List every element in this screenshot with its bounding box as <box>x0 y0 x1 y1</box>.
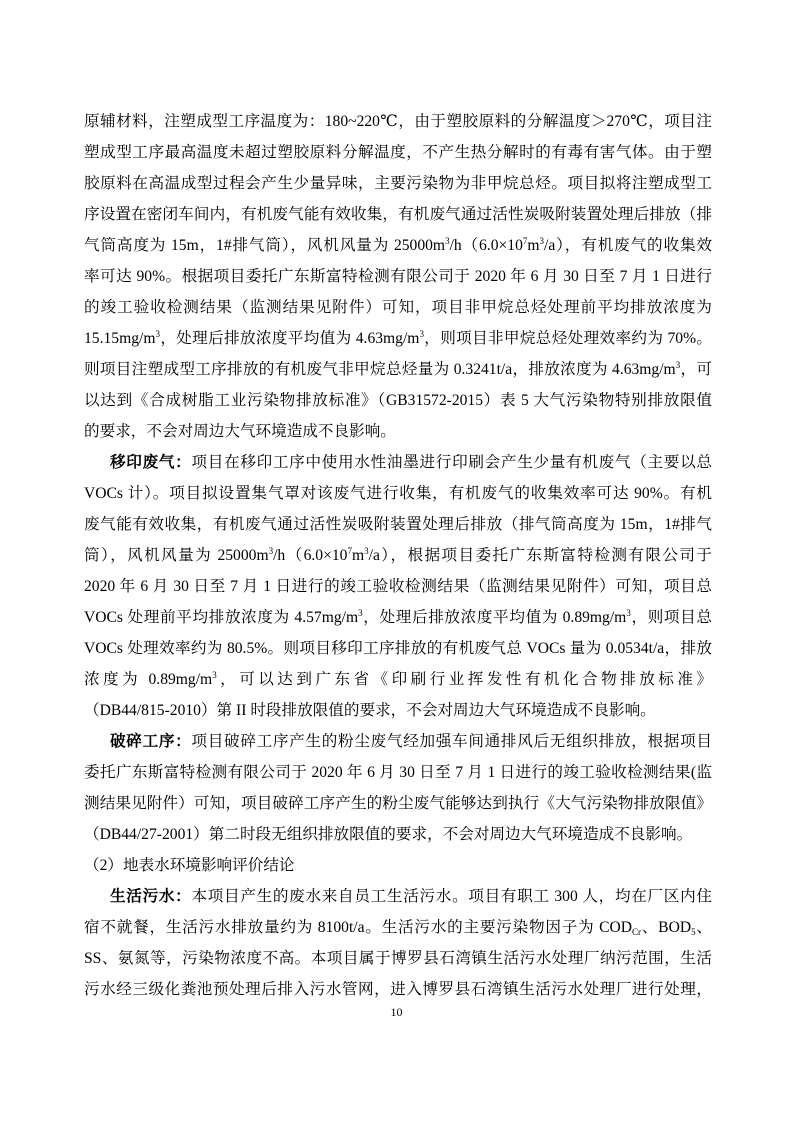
text-segment: 胶原料在高温成型过程会产生少量异味，主要污染物为非甲烷总烃。项目拟将注塑成型工 <box>84 175 712 192</box>
text-line <box>84 323 712 354</box>
text-segment: 的竣工验收检测结果（监测结果见附件）可知，项目非甲烷总烃处理前平均排放浓度为 <box>84 299 712 316</box>
text-line <box>84 509 712 540</box>
text-line <box>84 788 712 819</box>
text-segment: 测结果见附件）可知，项目破碎工序产生的粉尘废气能够达到执行《大气污染物排放限值》 <box>84 795 712 812</box>
text-line <box>84 602 712 633</box>
text-segment: 3 <box>445 236 450 246</box>
text-segment: VOCs 计）。项目拟设置集气罩对该废气进行收集，有机废气的收集效率可达 90%。有机 <box>84 485 712 502</box>
text-segment: 7 <box>522 236 528 246</box>
text-line <box>84 199 712 230</box>
text-segment: 则项目注塑成型工序排放的有机废气非甲烷总烃量为 0.3241t/a，排放浓度为 4.63mg/m <box>84 361 676 378</box>
text-line <box>84 354 712 385</box>
text-line <box>84 695 712 726</box>
text-line <box>84 292 712 323</box>
text-segment: 委托广东斯富特检测有限公司于 2020 年 6 月 30 日至 7 月 1 日进行的竣工验收检测结果(监 <box>84 764 712 781</box>
text-segment: 5 <box>691 927 696 937</box>
text-segment: ，则项目非甲烷总烃处理效率约为 70%。 <box>423 330 713 347</box>
text-segment: 3 <box>358 608 363 618</box>
text-line <box>84 912 712 943</box>
text-line <box>84 168 712 199</box>
text-line <box>84 261 712 292</box>
paragraph-lead-heading: 移印废气： <box>110 454 192 471</box>
text-line <box>84 416 712 447</box>
text-segment: 7 <box>347 546 352 556</box>
text-segment: m <box>351 547 365 564</box>
text-segment: 项目破碎工序产生的粉尘废气经加强车间通排风后无组织排放，根据项目 <box>191 733 712 750</box>
text-line <box>84 447 712 478</box>
text-segment: 2020 年 6 月 30 日至 7 月 1 日进行的竣工验收检测结果（监测结果见附件）可知，项目总 <box>84 578 712 595</box>
paragraph-lead-heading: 破碎工序： <box>110 733 192 750</box>
text-line <box>84 571 712 602</box>
text-line <box>84 106 712 137</box>
text-line <box>84 664 712 695</box>
text-segment: 3 <box>675 360 681 370</box>
text-segment: SS、氨氮等，污染物浓度不高。本项目属于博罗县石湾镇生活污水处理厂纳污范围，生活 <box>84 950 712 967</box>
text-segment: 浓度为 0.89mg/m <box>84 671 213 688</box>
text-segment: Cr <box>632 927 642 937</box>
text-segment: 筒），风机风量为 25000m <box>84 547 269 564</box>
text-line <box>84 757 712 788</box>
text-line <box>84 726 712 757</box>
text-segment: m <box>527 237 540 254</box>
text-segment: 3 <box>626 608 631 618</box>
text-segment: 3 <box>212 670 217 680</box>
text-segment: /h（6.0×10 <box>273 547 348 564</box>
text-line <box>84 137 712 168</box>
text-segment: ，可 <box>680 361 712 378</box>
text-segment: 宿不就餐，生活污水排放量约为 8100t/a。生活污水的主要污染物因子为 COD <box>84 919 633 936</box>
text-segment: 以达到《合成树脂工业污染物排放标准》（GB31572-2015）表 5 大气污染物特别排放限值 <box>84 392 712 409</box>
text-line <box>84 819 712 850</box>
text-line <box>84 478 712 509</box>
text-segment: 、 <box>695 919 712 936</box>
text-segment: 率可达 90%。根据项目委托广东斯富特检测有限公司于 2020 年 6 月 30 日至 7 月 1 日进行 <box>84 268 712 285</box>
text-segment: 3 <box>155 329 160 339</box>
text-segment: 3 <box>419 329 424 339</box>
document-body <box>84 106 712 1005</box>
text-segment: ，可以达到广东省《印刷行业挥发性有机化合物排放标准》 <box>216 671 712 688</box>
text-segment: 废气能有效收集，有机废气通过活性炭吸附装置处理后排放（排气筒高度为 15m，1#排气 <box>84 516 712 533</box>
text-segment: 项目在移印工序中使用水性油墨进行印刷会产生少量有机废气（主要以总 <box>191 454 712 471</box>
text-line <box>84 633 712 664</box>
text-segment: 15.15mg/m <box>84 330 156 347</box>
text-segment: 污水经三级化粪池预处理后排入污水管网，进入博罗县石湾镇生活污水处理厂进行处理， <box>84 981 712 998</box>
text-segment: 3 <box>364 546 369 556</box>
text-segment: 原辅材料，注塑成型工序温度为：180~220℃，由于塑胶原料的分解温度＞270℃，项目注 <box>84 113 712 130</box>
text-segment: 塑成型工序最高温度未超过塑胶原料分解温度，不产生热分解时的有毒有害气体。由于塑 <box>84 144 712 161</box>
text-segment: （DB44/27-2001）第二时段无组织排放限值的要求，不会对周边大气环境造成不良影响。 <box>84 826 693 843</box>
text-segment: （2）地表水环境影响评价结论 <box>84 857 295 874</box>
text-segment: （DB44/815-2010）第 II 时段排放限值的要求，不会对周边大气环境造成不良影响。 <box>84 702 656 719</box>
text-segment: /h（6.0×10 <box>449 237 523 254</box>
text-segment: /a），有机废气的收集效 <box>544 237 712 254</box>
text-line <box>84 881 712 912</box>
text-segment: /a），根据项目委托广东斯富特检测有限公司于 <box>368 547 712 564</box>
text-line <box>84 385 712 416</box>
text-segment: ，处理后排放浓度平均值为 0.89mg/m <box>362 609 627 626</box>
text-segment: 序设置在密闭车间内，有机废气能有效收集，有机废气通过活性炭吸附装置处理后排放（排 <box>84 206 712 223</box>
text-segment: VOCs 处理效率约为 80.5%。则项目移印工序排放的有机废气总 VOCs 量为 0.0534t/a，排放 <box>84 640 712 657</box>
text-segment: 气筒高度为 15m，1#排气筒），风机风量为 25000m <box>84 237 446 254</box>
text-segment: VOCs 处理前平均排放浓度为 4.57mg/m <box>84 609 359 626</box>
text-segment: 、BOD <box>641 919 692 936</box>
text-segment: 的要求，不会对周边大气环境造成不良影响。 <box>84 423 396 440</box>
text-line <box>84 943 712 974</box>
page-number: 10 <box>390 1005 403 1019</box>
text-segment: 3 <box>268 546 274 556</box>
text-segment: ，则项目总 <box>630 609 712 626</box>
text-segment: 本项目产生的废水来自员工生活污水。项目有职工 300 人，均在厂区内住 <box>191 888 712 905</box>
text-line <box>84 850 712 881</box>
text-line <box>84 974 712 1005</box>
paragraph-lead-heading: 生活污水： <box>110 888 192 905</box>
text-segment: ，处理后排放浓度平均值为 4.63mg/m <box>159 330 420 347</box>
text-segment: 3 <box>539 236 545 246</box>
text-line <box>84 230 712 261</box>
text-line <box>84 540 712 571</box>
